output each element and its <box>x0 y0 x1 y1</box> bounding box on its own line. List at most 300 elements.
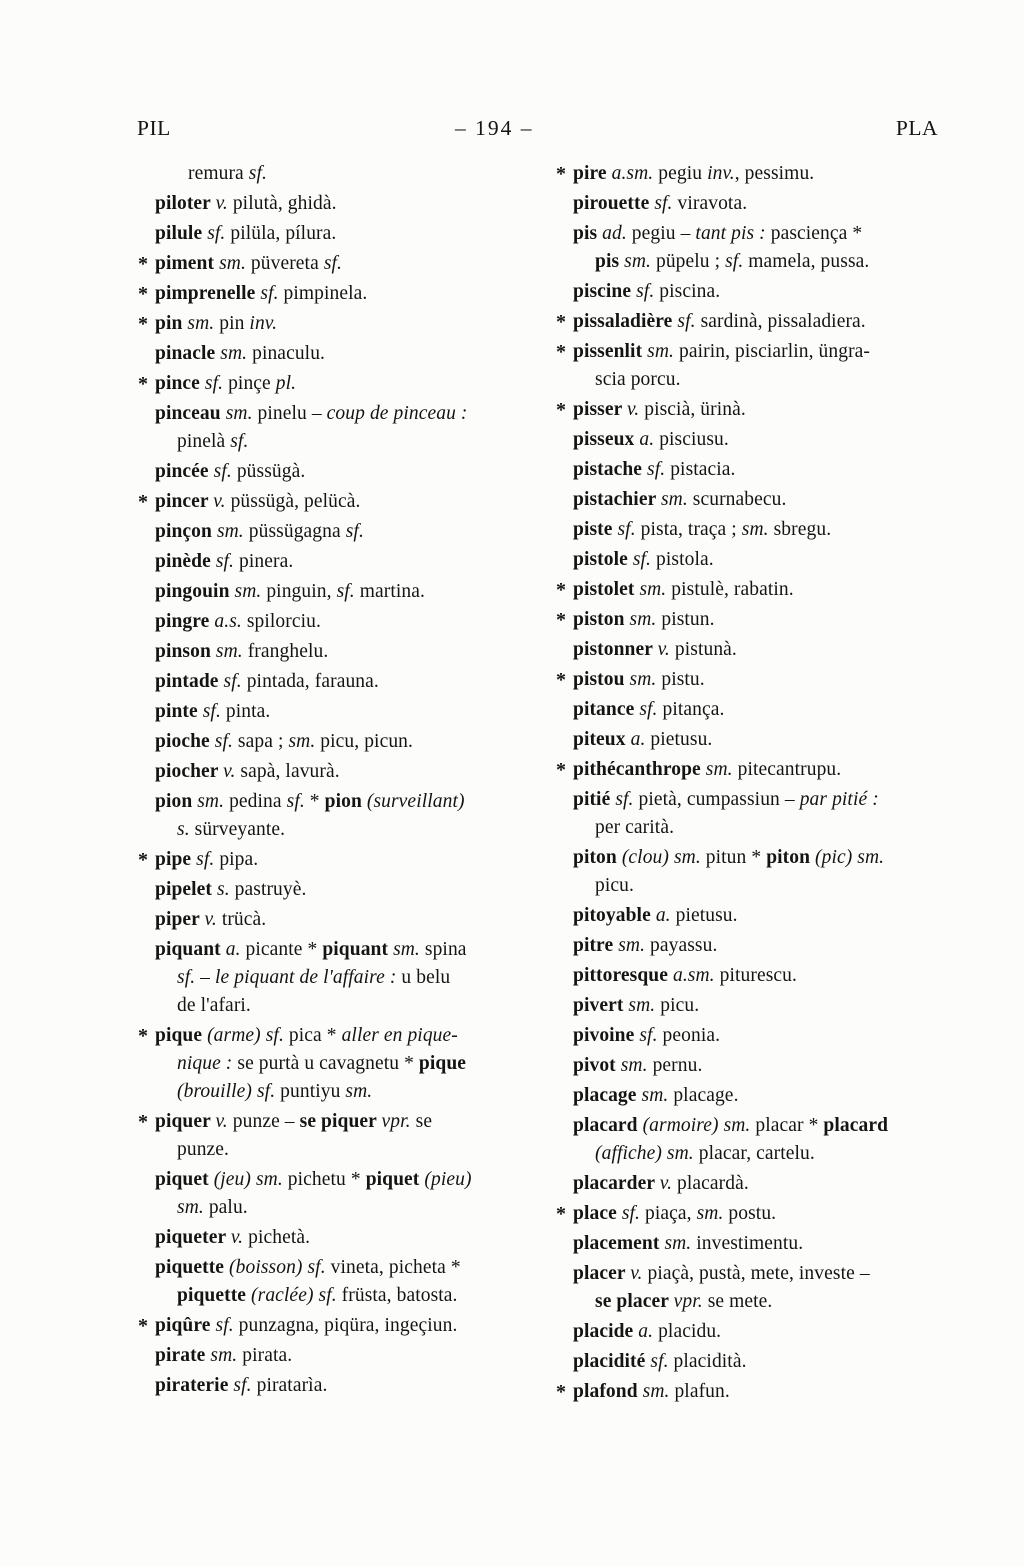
headword: placard <box>573 1115 643 1136</box>
italic-label: sf. <box>677 311 701 332</box>
italic-label: (raclée) sf. <box>251 1285 342 1306</box>
dictionary-entry <box>137 1166 539 1222</box>
star-marker: * <box>138 1315 149 1337</box>
italic-label: sf. <box>725 251 749 272</box>
dictionary-entry <box>137 1224 539 1252</box>
headword: pisseux <box>573 429 640 450</box>
plain-text: puntiyu <box>280 1081 346 1102</box>
plain-text: pinta. <box>225 701 271 722</box>
headword: pipelet <box>155 879 218 900</box>
plain-text: punze – <box>232 1111 300 1132</box>
headword: piraterie <box>155 1375 234 1396</box>
headword: pis <box>573 223 603 244</box>
headword: pion <box>155 791 198 812</box>
headword: piquet <box>155 1169 214 1190</box>
headword: piqueter <box>155 1227 231 1248</box>
italic-label: inv. <box>249 313 278 334</box>
dictionary-entry <box>555 1260 963 1316</box>
dictionary-entry <box>137 1108 539 1164</box>
headword: se placer <box>595 1291 674 1312</box>
italic-label: coup de pinceau : <box>326 403 468 424</box>
header-guide-word-right: PLA <box>895 116 938 140</box>
italic-label: sf. <box>248 163 267 184</box>
headword: pis <box>595 251 625 272</box>
italic-label: a. <box>638 1321 659 1342</box>
italic-label: sm. <box>664 1233 697 1254</box>
italic-label: sm. <box>197 791 230 812</box>
star-marker: * <box>556 759 567 781</box>
plain-text: pin <box>219 313 250 334</box>
dictionary-entry <box>555 932 963 960</box>
dictionary-entry <box>555 636 963 664</box>
plain-text: pista, traça ; <box>640 519 742 540</box>
italic-label: sf. <box>639 699 663 720</box>
dictionary-entry <box>555 786 963 842</box>
headword: piton <box>766 847 816 868</box>
headword: pistou <box>573 669 630 690</box>
headword: piscine <box>573 281 637 302</box>
headword: piquant <box>155 939 226 960</box>
plain-text: investimentu. <box>696 1233 804 1254</box>
headword: pingouin <box>155 581 235 602</box>
italic-label: sf. <box>615 789 639 810</box>
dictionary-entry <box>555 426 963 454</box>
headword: piquer <box>155 1111 216 1132</box>
plain-text: picu. <box>595 875 634 896</box>
dictionary-entry <box>137 518 539 546</box>
headword: pissaladière <box>573 311 678 332</box>
plain-text: pasciença * <box>770 223 863 244</box>
italic-label: sf. <box>639 1025 663 1046</box>
headword: placage <box>573 1085 642 1106</box>
dictionary-entry <box>137 876 539 904</box>
header-guide-word-left: PIL <box>137 116 171 140</box>
headword: pinte <box>155 701 203 722</box>
italic-label: sf. <box>177 967 201 988</box>
dictionary-entry <box>555 696 963 724</box>
headword: piton <box>573 847 622 868</box>
headword: pissenlit <box>573 341 648 362</box>
star-marker: * <box>556 579 567 601</box>
dictionary-entry <box>555 220 963 276</box>
plain-text: placidu. <box>658 1321 722 1342</box>
headword: placement <box>573 1233 665 1254</box>
plain-text: piratarìa. <box>256 1375 328 1396</box>
dictionary-entry <box>555 190 963 218</box>
italic-label: sf. <box>215 551 240 572</box>
headword: pincer <box>155 491 214 512</box>
dictionary-entry <box>137 906 539 934</box>
plain-text: remura <box>188 163 249 184</box>
italic-label: vpr. <box>381 1111 416 1132</box>
italic-label: sf. <box>632 549 657 570</box>
dictionary-entry <box>137 220 539 248</box>
italic-label: aller en pique- <box>341 1025 458 1046</box>
dictionary-entry <box>555 606 963 634</box>
dictionary-entry <box>137 638 539 666</box>
headword: placer <box>573 1263 631 1284</box>
plain-text: früsta, batosta. <box>341 1285 458 1306</box>
headword: pittoresque <box>573 965 673 986</box>
star-marker: * <box>556 163 567 185</box>
plain-text: pistacia. <box>670 459 736 480</box>
headword: pinceau <box>155 403 226 424</box>
headword: pistonner <box>573 639 658 660</box>
dictionary-entry <box>555 726 963 754</box>
plain-text: pitecantrupu. <box>737 759 842 780</box>
plain-text: se purtà u cavagnetu * <box>237 1053 419 1074</box>
headword: pistole <box>573 549 633 570</box>
italic-label: (surveillant) <box>366 791 465 812</box>
headword: piquet <box>365 1169 425 1190</box>
italic-label: v. <box>204 909 222 930</box>
star-marker: * <box>138 491 149 513</box>
italic-label: s. <box>217 879 235 900</box>
headword: piper <box>155 909 205 930</box>
dictionary-entry <box>137 1342 539 1370</box>
headword: pique <box>418 1053 467 1074</box>
plain-text: püpelu ; <box>655 251 726 272</box>
plain-text: pietà, cumpassiun – <box>638 789 800 810</box>
plain-text: per carità. <box>595 817 675 838</box>
headword: pitre <box>573 935 619 956</box>
plain-text: vineta, picheta * <box>330 1257 461 1278</box>
plain-text: pichetu * <box>287 1169 366 1190</box>
headword: pinède <box>155 551 216 572</box>
italic-label: sm. <box>629 669 662 690</box>
italic-label: sf. <box>230 431 249 452</box>
headword: pisser <box>573 399 627 420</box>
dictionary-entry <box>555 666 963 694</box>
plain-text: pinera. <box>239 551 294 572</box>
plain-text: pitança. <box>662 699 725 720</box>
plain-text: piturescu. <box>719 965 797 986</box>
italic-label: v. <box>215 193 233 214</box>
plain-text: pistola. <box>656 549 714 570</box>
italic-label: v. <box>213 491 231 512</box>
italic-label: a.sm. <box>672 965 720 986</box>
italic-label: sm. <box>629 609 662 630</box>
italic-label: sf. <box>654 193 678 214</box>
plain-text: – <box>200 967 215 988</box>
headword: pimprenelle <box>155 283 261 304</box>
dictionary-entry <box>137 160 539 188</box>
dictionary-entry <box>137 280 539 308</box>
italic-label: a.s. <box>214 611 247 632</box>
plain-text: franghelu. <box>247 641 329 662</box>
headword: pitoyable <box>573 905 656 926</box>
italic-label: sm. <box>741 519 774 540</box>
headword: pintade <box>155 671 224 692</box>
headword: piquant <box>322 939 394 960</box>
italic-label: a. <box>655 905 676 926</box>
page-number: – 194 – <box>455 116 534 140</box>
dictionary-entry <box>555 1318 963 1346</box>
dictionary-entry <box>137 1254 539 1310</box>
italic-label: sm. <box>705 759 738 780</box>
star-marker: * <box>138 849 149 871</box>
dictionary-entry <box>555 1112 963 1168</box>
dictionary-entry <box>555 902 963 930</box>
headword: pitance <box>573 699 640 720</box>
headword: pingre <box>155 611 215 632</box>
italic-label: ad. <box>602 223 632 244</box>
italic-label: (pic) sm. <box>815 847 885 868</box>
headword: pilule <box>155 223 208 244</box>
italic-label: a. <box>225 939 246 960</box>
plain-text: pistun. <box>661 609 715 630</box>
star-marker: * <box>138 313 149 335</box>
dictionary-entry <box>555 1348 963 1376</box>
dictionary-entry <box>555 338 963 394</box>
italic-label: sm. <box>288 731 321 752</box>
plain-text: pedina <box>229 791 287 812</box>
italic-label: sf. <box>286 791 310 812</box>
italic-label: a. <box>639 429 660 450</box>
headword: placarder <box>573 1173 660 1194</box>
italic-label: sf. <box>260 283 284 304</box>
dictionary-entry <box>137 250 539 278</box>
dictionary-entry <box>555 844 963 900</box>
italic-label: sf. <box>207 223 231 244</box>
headword: pinson <box>155 641 216 662</box>
italic-label: sf. <box>233 1375 257 1396</box>
star-marker: * <box>138 1111 149 1133</box>
dictionary-entry <box>137 698 539 726</box>
italic-label: s. <box>177 819 195 840</box>
italic-label: sm. <box>620 1055 653 1076</box>
plain-text: sürveyante. <box>194 819 286 840</box>
plain-text: pairin, pisciarlin, üngra- <box>678 341 871 362</box>
italic-label: le piquant de l'affaire : <box>215 967 402 988</box>
plain-text: sapà, lavurà. <box>240 761 340 782</box>
italic-label: sf. <box>196 849 220 870</box>
plain-text: pilutà, ghidà. <box>232 193 337 214</box>
star-marker: * <box>556 341 567 363</box>
italic-label: sf. <box>223 671 247 692</box>
headword: pincée <box>155 461 214 482</box>
star-marker: * <box>556 1203 567 1225</box>
italic-label: (boisson) sf. <box>229 1257 331 1278</box>
plain-text: payassu. <box>650 935 718 956</box>
italic-label: sf. <box>647 459 671 480</box>
plain-text: pirata. <box>242 1345 293 1366</box>
italic-label: v. <box>630 1263 648 1284</box>
plain-text: pintada, farauna. <box>246 671 379 692</box>
plain-text: sapa ; <box>237 731 289 752</box>
plain-text: picu. <box>660 995 700 1016</box>
right-column <box>555 160 963 1408</box>
italic-label: sm. <box>177 1197 209 1218</box>
headword: piston <box>573 609 630 630</box>
italic-label: sf. <box>215 1315 239 1336</box>
italic-label: pl. <box>275 373 297 394</box>
headword: pince <box>155 373 205 394</box>
plain-text: pastruyè. <box>234 879 307 900</box>
italic-label: sf. <box>617 519 641 540</box>
star-marker: * <box>138 1025 149 1047</box>
italic-label: a.sm. <box>611 163 659 184</box>
dictionary-entry <box>137 1312 539 1340</box>
dictionary-entry <box>137 190 539 218</box>
plain-text: punzagna, piqüra, ingeçiun. <box>238 1315 458 1336</box>
italic-label: sf. <box>214 731 238 752</box>
plain-text: pilüla, pílura. <box>230 223 337 244</box>
plain-text: püssügà, pelücà. <box>230 491 361 512</box>
plain-text: püssügagna <box>248 521 346 542</box>
headword: pique <box>155 1025 208 1046</box>
italic-label: sf. <box>636 281 660 302</box>
dictionary-entry <box>555 1082 963 1110</box>
plain-text: placar * <box>755 1115 824 1136</box>
dictionary-entry <box>555 486 963 514</box>
star-marker: * <box>556 609 567 631</box>
headword: piocher <box>155 761 224 782</box>
plain-text: pitun * <box>705 847 767 868</box>
plain-text: picante * <box>245 939 323 960</box>
italic-label: sm. <box>628 995 661 1016</box>
plain-text: placar, cartelu. <box>698 1143 815 1164</box>
italic-label: sm. <box>219 253 251 274</box>
plain-text: , pessimu. <box>734 163 815 184</box>
italic-label: vpr. <box>673 1291 708 1312</box>
plain-text: pica * <box>288 1025 342 1046</box>
headword: pistachier <box>573 489 661 510</box>
headword: place <box>573 1203 622 1224</box>
page-header <box>137 116 938 146</box>
plain-text: pistunà. <box>674 639 737 660</box>
dictionary-entry <box>555 456 963 484</box>
headword: se piquer <box>299 1111 382 1132</box>
plain-text: pistulè, rabatin. <box>671 579 794 600</box>
headword: pitié <box>573 789 616 810</box>
headword: piquette <box>155 1257 230 1278</box>
dictionary-entry <box>137 488 539 516</box>
star-marker: * <box>556 669 567 691</box>
plain-text: pinaculu. <box>252 343 326 364</box>
dictionary-entry <box>555 516 963 544</box>
dictionary-entry <box>555 1170 963 1198</box>
headword: pirate <box>155 1345 211 1366</box>
plain-text: pinelu – <box>257 403 327 424</box>
italic-label: sf. <box>213 461 237 482</box>
plain-text: se <box>415 1111 433 1132</box>
plain-text: piscià, ürinà. <box>644 399 746 420</box>
italic-label: v. <box>230 1227 249 1248</box>
plain-text: pernu. <box>652 1055 703 1076</box>
dictionary-entry <box>137 936 539 1020</box>
dictionary-entry <box>137 788 539 844</box>
italic-label: par pitié : <box>799 789 879 810</box>
plain-text: de l'afari. <box>177 995 251 1016</box>
dictionary-entry <box>555 1052 963 1080</box>
star-marker: * <box>556 311 567 333</box>
dictionary-entry <box>137 370 539 398</box>
star-marker: * <box>138 373 149 395</box>
plain-text: scurnabecu. <box>692 489 787 510</box>
dictionary-entry <box>137 846 539 874</box>
italic-label: sm. <box>647 341 679 362</box>
plain-text: püvereta <box>250 253 324 274</box>
italic-label: (clou) sm. <box>621 847 706 868</box>
plain-text: pietusu. <box>650 729 713 750</box>
italic-label: sf. <box>650 1351 674 1372</box>
plain-text: pinçe <box>228 373 276 394</box>
star-marker: * <box>556 1381 567 1403</box>
italic-label: sf. <box>621 1203 645 1224</box>
plain-text: peonia. <box>662 1025 721 1046</box>
italic-label: sm. <box>660 489 693 510</box>
plain-text: trücà. <box>221 909 267 930</box>
italic-label: sm. <box>393 939 425 960</box>
plain-text: piscina. <box>659 281 721 302</box>
plain-text: mamela, pussa. <box>748 251 870 272</box>
plain-text: püssügà. <box>236 461 306 482</box>
italic-label: v. <box>626 399 645 420</box>
dictionary-entry <box>137 668 539 696</box>
plain-text: sbregu. <box>773 519 832 540</box>
plain-text: martina. <box>359 581 425 602</box>
left-column <box>137 160 539 1402</box>
italic-label: sm. <box>624 251 656 272</box>
dictionary-entry <box>555 278 963 306</box>
dictionary-entry <box>555 576 963 604</box>
italic-label: nique : <box>177 1053 238 1074</box>
dictionary-entry <box>137 458 539 486</box>
plain-text: spina <box>424 939 467 960</box>
plain-text: pinguin, <box>266 581 337 602</box>
italic-label: sm. <box>187 313 220 334</box>
dictionary-entry <box>555 992 963 1020</box>
italic-label: v. <box>223 761 241 782</box>
plain-text: plafun. <box>674 1381 730 1402</box>
headword: pion <box>324 791 367 812</box>
headword: pinçon <box>155 521 217 542</box>
italic-label: (brouille) sf. <box>177 1081 281 1102</box>
plain-text: pisciusu. <box>659 429 729 450</box>
headword: pinacle <box>155 343 221 364</box>
dictionary-entry <box>555 308 963 336</box>
plain-text: picu, picun. <box>320 731 414 752</box>
headword: pin <box>155 313 188 334</box>
dictionary-entry <box>137 340 539 368</box>
plain-text: pipa. <box>219 849 259 870</box>
italic-label: sf. <box>202 701 226 722</box>
plain-text: sardinà, pissaladiera. <box>700 311 866 332</box>
italic-label: v. <box>657 639 675 660</box>
plain-text: pinelà <box>177 431 231 452</box>
italic-label: sf. <box>336 581 360 602</box>
headword: piteux <box>573 729 631 750</box>
headword: placidité <box>573 1351 651 1372</box>
italic-label: (affiche) sm. <box>595 1143 699 1164</box>
dictionary-entry <box>555 160 963 188</box>
dictionary-entry <box>555 396 963 424</box>
plain-text: punze. <box>177 1139 230 1160</box>
italic-label: sf. <box>345 521 364 542</box>
headword: pivoine <box>573 1025 640 1046</box>
headword: plafond <box>573 1381 643 1402</box>
italic-label: sm. <box>639 579 672 600</box>
italic-label: a. <box>630 729 651 750</box>
plain-text: pegiu – <box>631 223 696 244</box>
dictionary-entry <box>555 1230 963 1258</box>
dictionary-entry <box>137 1372 539 1400</box>
italic-label: sm. <box>225 403 258 424</box>
star-marker: * <box>556 399 567 421</box>
italic-label: (jeu) sm. <box>213 1169 288 1190</box>
headword: pistache <box>573 459 648 480</box>
